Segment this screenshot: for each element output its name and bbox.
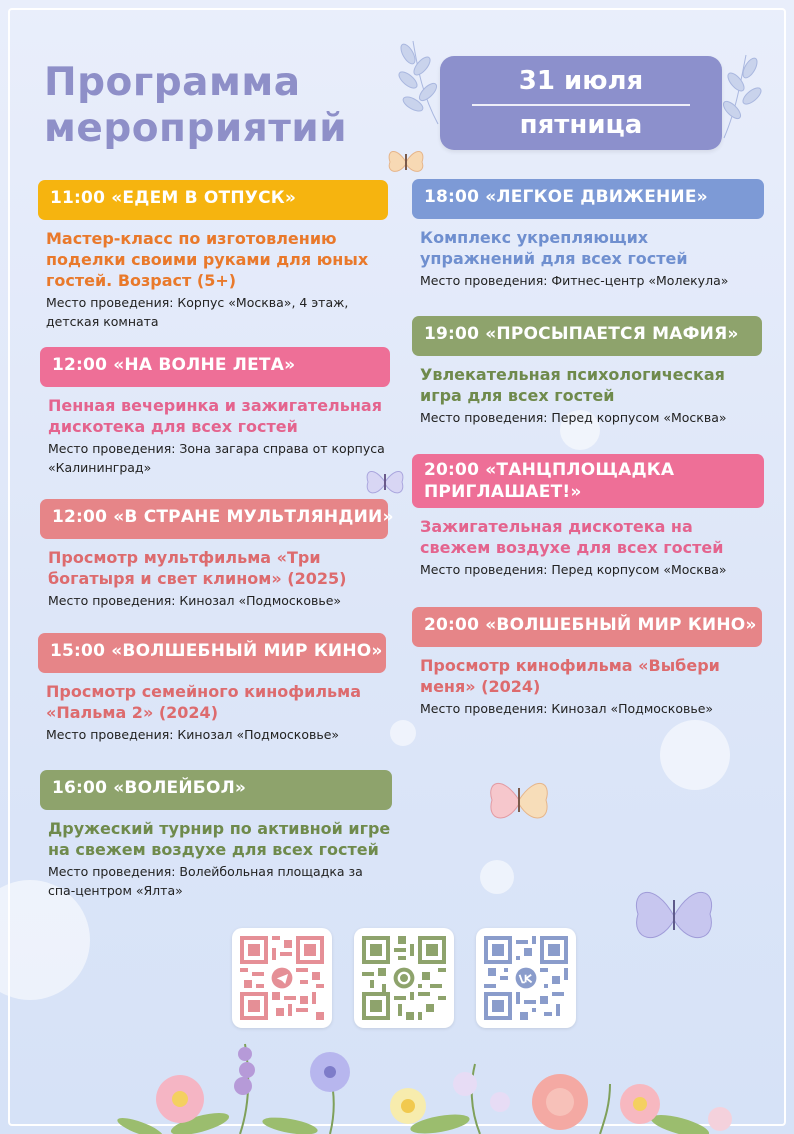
event-place: Место проведения: Корпус «Москва», 4 этаж, детская комната bbox=[46, 295, 349, 329]
event-header: 19:00 «ПРОСЫПАЕТСЯ МАФИЯ» bbox=[412, 316, 762, 356]
event-description: Увлекательная психологическая игра для всех гостей bbox=[420, 365, 725, 405]
title-line-1: Программа bbox=[44, 60, 301, 105]
event-place: Место проведения: Волейбольная площадка за спа-центром «Ялта» bbox=[48, 864, 363, 898]
event-description: Комплекс укрепляющих упражнений для всех гостей bbox=[420, 228, 688, 268]
event-card bbox=[38, 633, 386, 744]
decor-bubble bbox=[390, 720, 416, 746]
event-place: Место проведения: Фитнес-центр «Молекула» bbox=[420, 273, 729, 288]
event-place: Место проведения: Кинозал «Подмосковье» bbox=[46, 727, 340, 742]
event-description: Мастер-класс по изготовлению поделки своими руками для юных гостей. Возраст (5+) bbox=[46, 229, 369, 290]
event-place: Место проведения: Зона загара справа от корпуса «Калининград» bbox=[48, 441, 385, 475]
decor-bubble bbox=[660, 720, 730, 790]
event-header: 20:00 «ТАНЦПЛОЩАДКА ПРИГЛАШАЕТ!» bbox=[412, 454, 764, 508]
event-card bbox=[40, 499, 394, 610]
butterfly-icon bbox=[386, 144, 426, 180]
event-card bbox=[412, 179, 764, 290]
event-description: Пенная вечеринка и зажигательная дискотека для всех гостей bbox=[48, 396, 382, 436]
qr-pattern bbox=[240, 936, 324, 1020]
butterfly-icon bbox=[628, 880, 720, 950]
event-place: Место проведения: Перед корпусом «Москва» bbox=[420, 562, 727, 577]
event-description: Просмотр кинофильма «Выбери меня» (2024) bbox=[420, 656, 720, 696]
event-header: 12:00 «НА ВОЛНЕ ЛЕТА» bbox=[40, 347, 390, 387]
flower-border-illustration bbox=[0, 1024, 794, 1134]
weekday-label: пятница bbox=[519, 110, 643, 140]
event-card bbox=[38, 180, 388, 331]
event-header: 16:00 «ВОЛЕЙБОЛ» bbox=[40, 770, 392, 810]
event-header: 15:00 «ВОЛШЕБНЫЙ МИР КИНО» bbox=[38, 633, 386, 673]
date-badge bbox=[440, 56, 722, 150]
qr-pattern bbox=[362, 936, 446, 1020]
event-card bbox=[412, 454, 764, 579]
event-description: Дружеский турнир по активной игре на свежем воздухе для всех гостей bbox=[48, 819, 391, 859]
event-header: 18:00 «ЛЕГКОЕ ДВИЖЕНИЕ» bbox=[412, 179, 764, 219]
event-header: 20:00 «ВОЛШЕБНЫЙ МИР КИНО» bbox=[412, 607, 762, 647]
title-line-2: мероприятий bbox=[44, 106, 348, 151]
event-description: Просмотр семейного кинофильма «Пальма 2» (2024) bbox=[46, 682, 362, 722]
decor-bubble bbox=[480, 860, 514, 894]
event-place: Место проведения: Кинозал «Подмосковье» bbox=[48, 593, 342, 608]
page-title bbox=[44, 60, 404, 152]
leaf-branch-icon bbox=[716, 50, 776, 140]
event-card bbox=[40, 770, 392, 900]
event-description: Просмотр мультфильма «Три богатыря и свет клином» (2025) bbox=[48, 548, 347, 588]
butterfly-icon bbox=[484, 772, 554, 828]
qr-code-max[interactable] bbox=[354, 928, 454, 1028]
event-card bbox=[412, 316, 762, 427]
event-header: 12:00 «В СТРАНЕ МУЛЬТЛЯНДИИ» bbox=[40, 499, 388, 539]
event-place: Место проведения: Кинозал «Подмосковье» bbox=[420, 701, 714, 716]
event-header: 11:00 «ЕДЕМ В ОТПУСК» bbox=[38, 180, 388, 220]
date-label: 31 июля bbox=[518, 66, 644, 96]
event-description: Зажигательная дискотека на свежем воздухе для всех гостей bbox=[420, 517, 724, 557]
qr-code-vk[interactable] bbox=[476, 928, 576, 1028]
event-place: Место проведения: Перед корпусом «Москва» bbox=[420, 410, 727, 425]
qr-pattern bbox=[484, 936, 568, 1020]
event-card bbox=[40, 347, 390, 477]
qr-code-telegram[interactable] bbox=[232, 928, 332, 1028]
date-divider bbox=[472, 104, 690, 106]
event-card bbox=[412, 607, 762, 718]
